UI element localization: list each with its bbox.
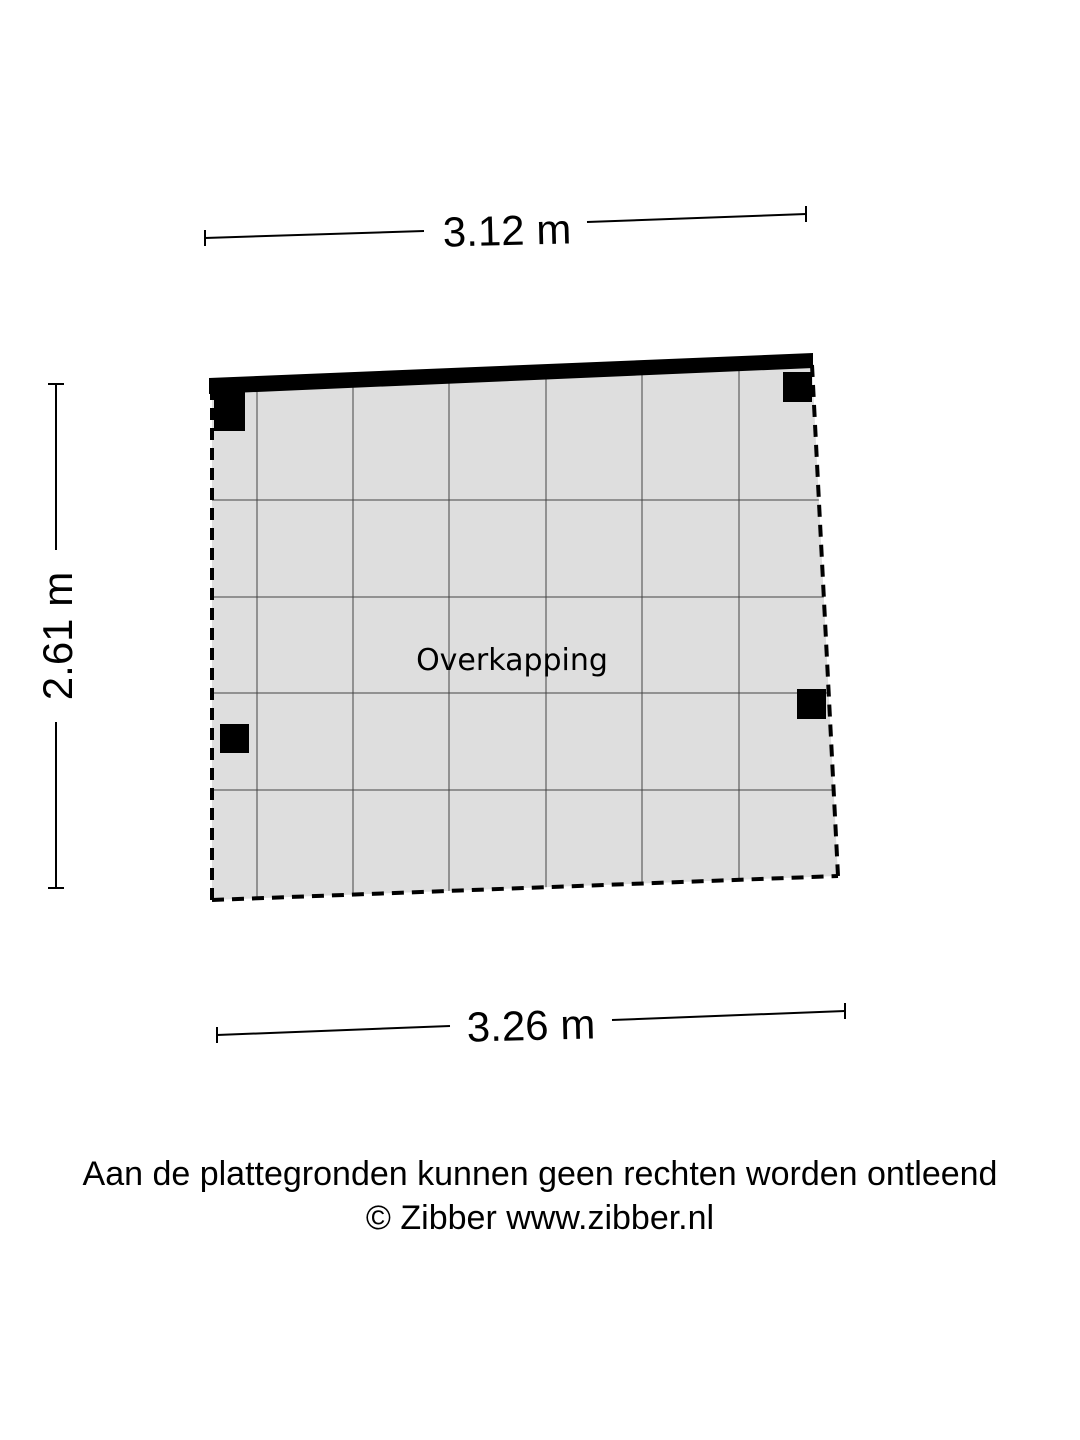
dimension-top-label: 3.12 m	[442, 205, 572, 256]
post-top-left	[214, 392, 245, 431]
post-lower-left	[220, 724, 249, 753]
post-top-right	[783, 372, 812, 402]
floor-area	[212, 365, 838, 900]
post-middle-right	[797, 689, 826, 719]
dimension-bottom-label: 3.26 m	[466, 1000, 596, 1051]
copyright-text: © Zibber www.zibber.nl	[365, 1199, 715, 1237]
room-label: Overkapping	[416, 643, 608, 678]
dimension-left-label: 2.61 m	[34, 571, 81, 701]
disclaimer-text: Aan de plattegronden kunnen geen rechten worden ontleend	[82, 1155, 998, 1193]
